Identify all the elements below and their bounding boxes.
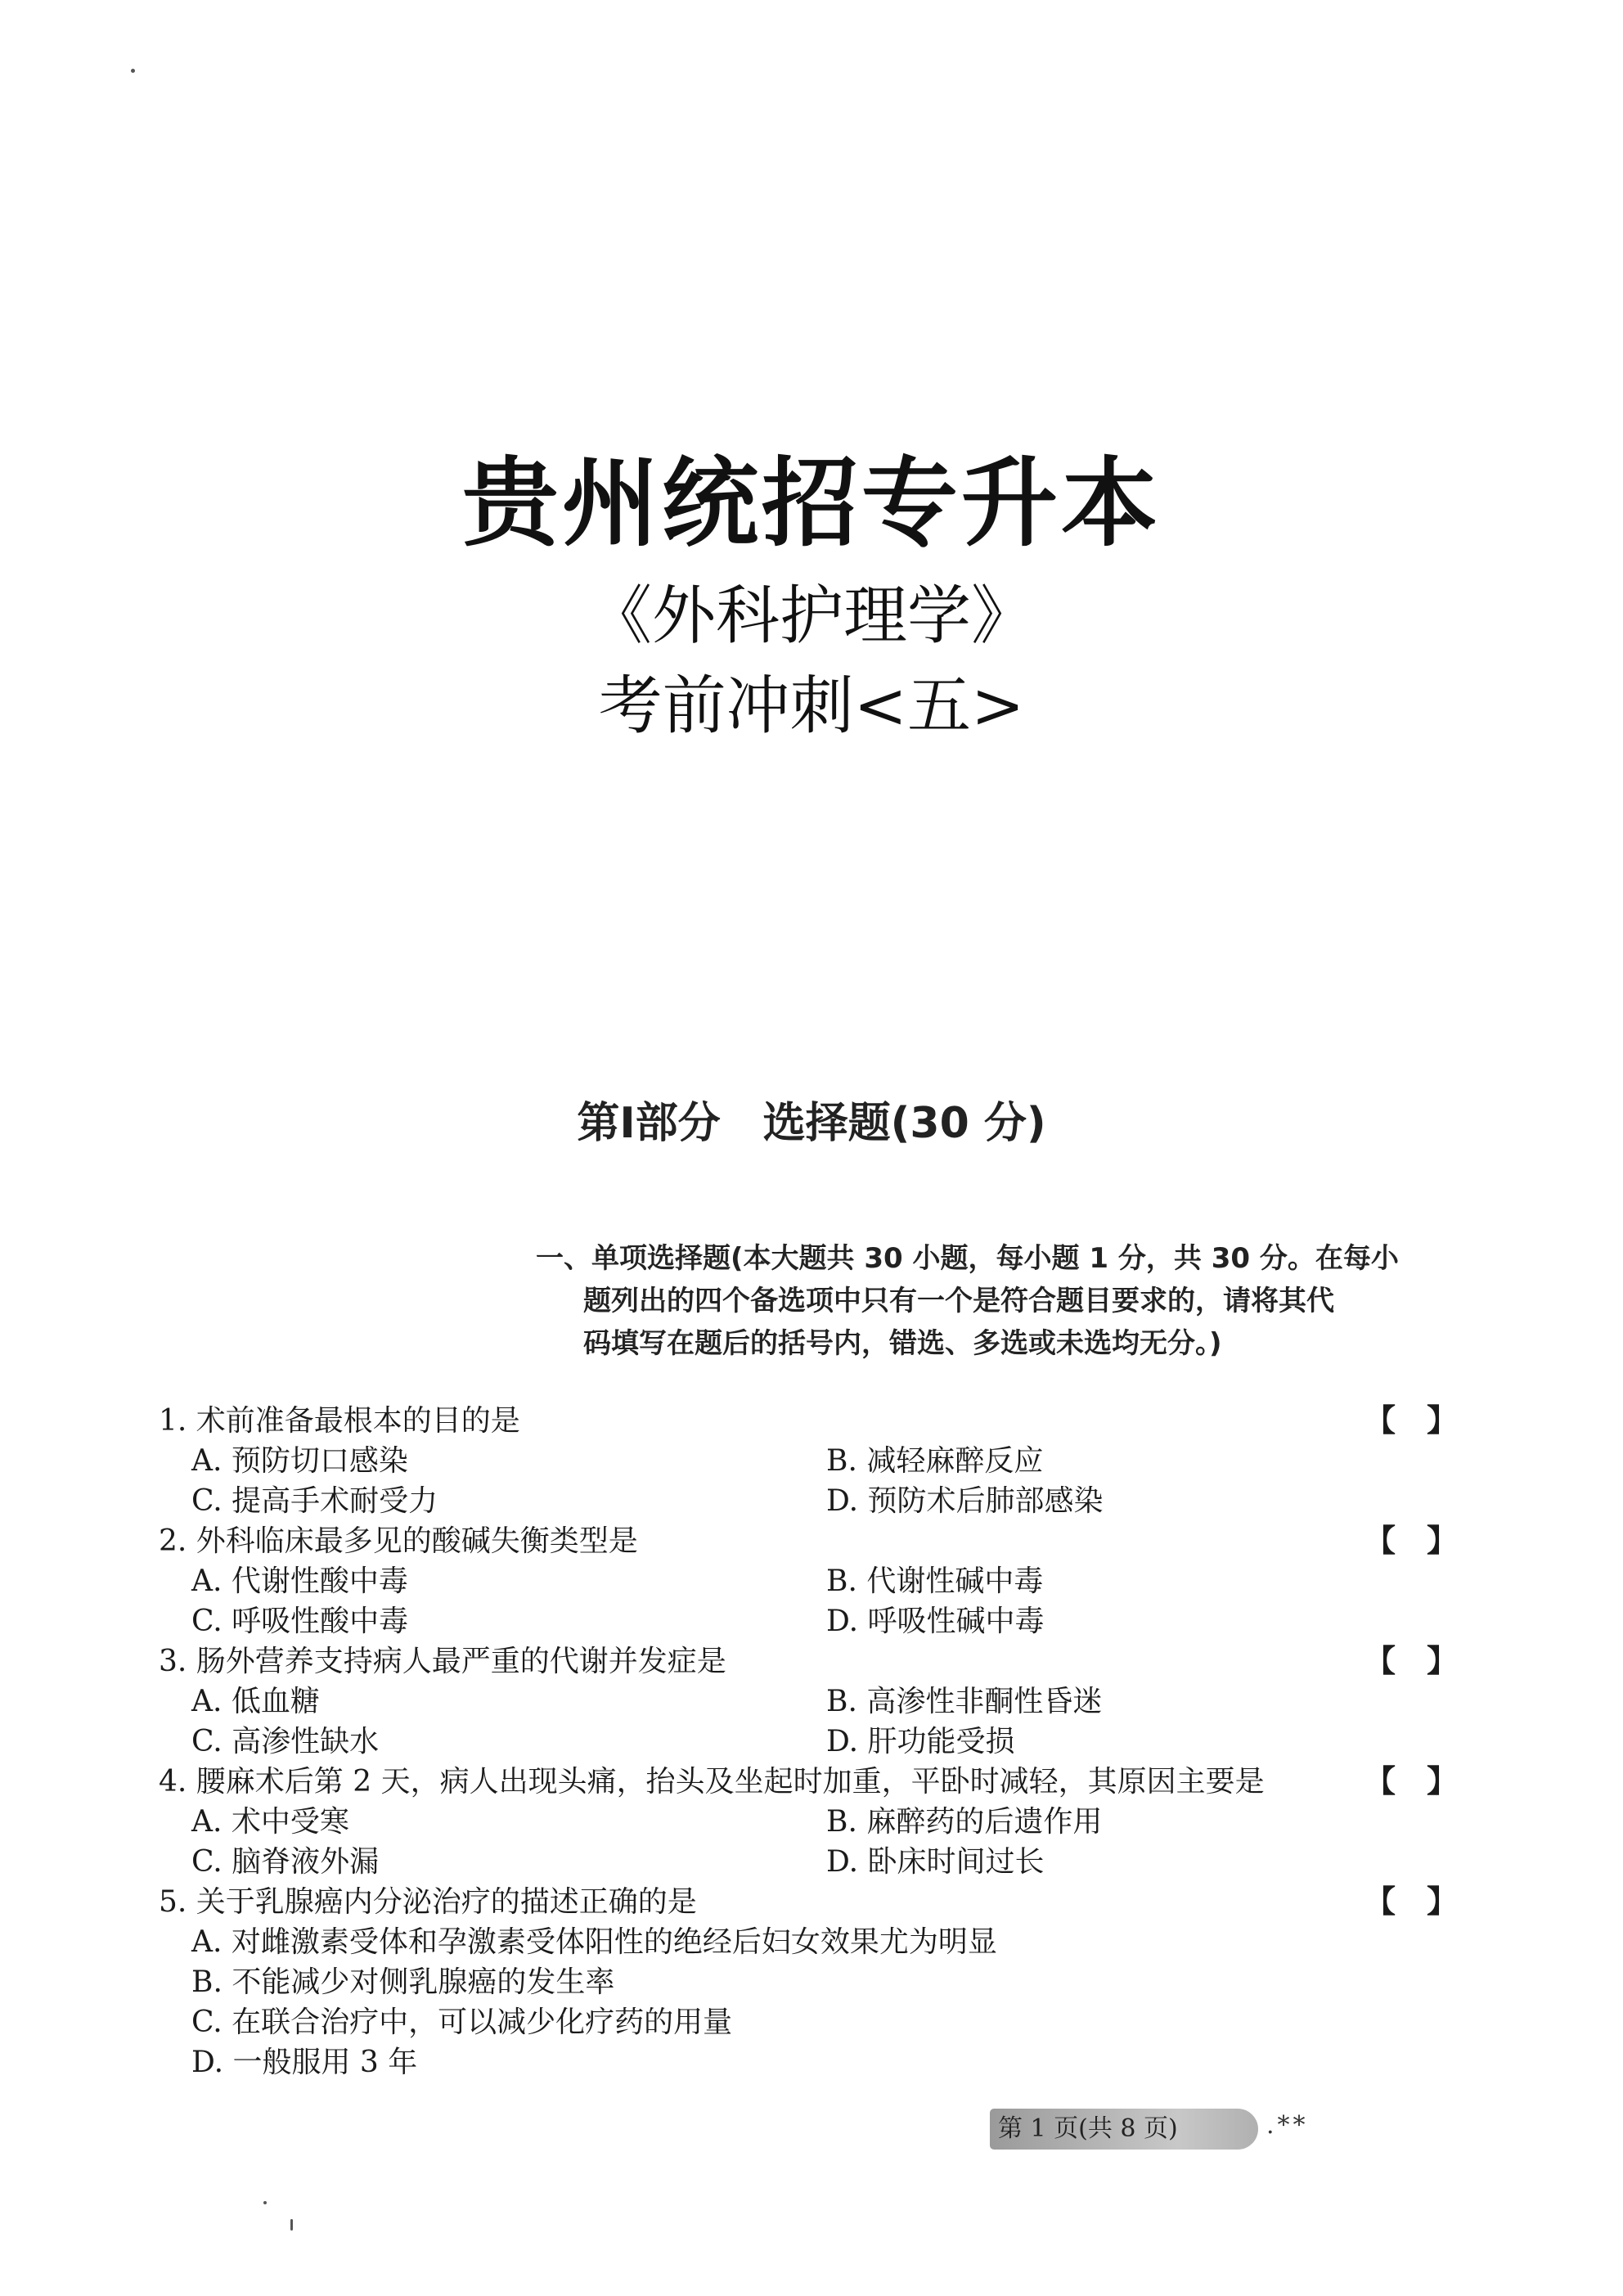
option-b: B. 高渗性非酮性昏迷	[826, 1685, 1103, 1718]
option-d: D. 卧床时间过长	[826, 1845, 1045, 1879]
instructions-line-3: 码填写在题后的括号内，错选、多选或未选均无分。)	[583, 1327, 1222, 1360]
option-b: B. 不能减少对侧乳腺癌的发生率	[191, 1965, 615, 1999]
option-d: D. 预防术后肺部感染	[826, 1484, 1104, 1518]
instructions-line-1: 一、单项选择题(本大题共 30 小题，每小题 1 分，共 30 分。在每小	[536, 1242, 1399, 1275]
option-c: C. 提高手术耐受力	[191, 1484, 438, 1518]
instructions-line-2: 题列出的四个备选项中只有一个是符合题目要求的，请将其代	[583, 1285, 1334, 1317]
option-d: D. 一般服用 3 年	[191, 2046, 418, 2079]
scan-speck	[131, 69, 135, 73]
question-stem: 1. 术前准备最根本的目的是	[159, 1404, 520, 1438]
answer-bracket[interactable]: 【 】	[1364, 1523, 1458, 1559]
question-4	[159, 1762, 1468, 1882]
scan-speck	[263, 2201, 267, 2204]
question-stem: 3. 肠外营养支持病人最严重的代谢并发症是	[159, 1645, 726, 1678]
option-a: A. 低血糖	[191, 1685, 320, 1718]
part-heading: 第Ⅰ部分 选择题(30 分)	[577, 1099, 1046, 1148]
exam-series-title: 考前冲刺<五>	[598, 669, 1025, 743]
section-instructions	[536, 1237, 1460, 1365]
question-3	[159, 1641, 1468, 1762]
subject-title: 《外科护理学》	[587, 579, 1035, 653]
option-c: C. 脑脊液外漏	[191, 1845, 380, 1879]
option-d: D. 肝功能受损	[826, 1725, 1015, 1758]
option-b: B. 麻醉药的后遗作用	[826, 1805, 1103, 1839]
question-stem: 5. 关于乳腺癌内分泌治疗的描述正确的是	[159, 1885, 697, 1919]
option-a: A. 对雌激素受体和孕激素受体阳性的绝经后妇女效果尤为明显	[191, 1925, 997, 1959]
question-2	[159, 1521, 1468, 1641]
scan-speck	[290, 2219, 293, 2231]
page-title: 贵州统招专升本	[461, 447, 1161, 560]
footer-mark: .**	[1266, 2111, 1309, 2140]
answer-bracket[interactable]: 【 】	[1364, 1643, 1458, 1679]
question-list	[159, 1401, 1468, 2082]
option-c: C. 高渗性缺水	[191, 1725, 380, 1758]
option-a: A. 预防切口感染	[191, 1444, 408, 1478]
page-number-badge: 第 1 页(共 8 页)	[990, 2109, 1258, 2150]
option-b: B. 代谢性碱中毒	[826, 1564, 1044, 1598]
option-c: C. 呼吸性酸中毒	[191, 1605, 409, 1638]
question-1	[159, 1401, 1468, 1521]
option-a: A. 代谢性酸中毒	[191, 1564, 408, 1598]
question-stem: 2. 外科临床最多见的酸碱失衡类型是	[159, 1524, 638, 1558]
question-stem: 4. 腰麻术后第 2 天，病人出现头痛，抬头及坐起时加重，平卧时减轻，其原因主要是	[159, 1765, 1265, 1799]
answer-bracket[interactable]: 【 】	[1364, 1763, 1458, 1799]
question-5	[159, 1882, 1468, 2082]
answer-bracket[interactable]: 【 】	[1364, 1884, 1458, 1920]
option-b: B. 减轻麻醉反应	[826, 1444, 1044, 1478]
option-a: A. 术中受寒	[191, 1805, 349, 1839]
answer-bracket[interactable]: 【 】	[1364, 1402, 1458, 1438]
option-c: C. 在联合治疗中，可以减少化疗药的用量	[191, 2006, 733, 2039]
option-d: D. 呼吸性碱中毒	[826, 1605, 1045, 1638]
